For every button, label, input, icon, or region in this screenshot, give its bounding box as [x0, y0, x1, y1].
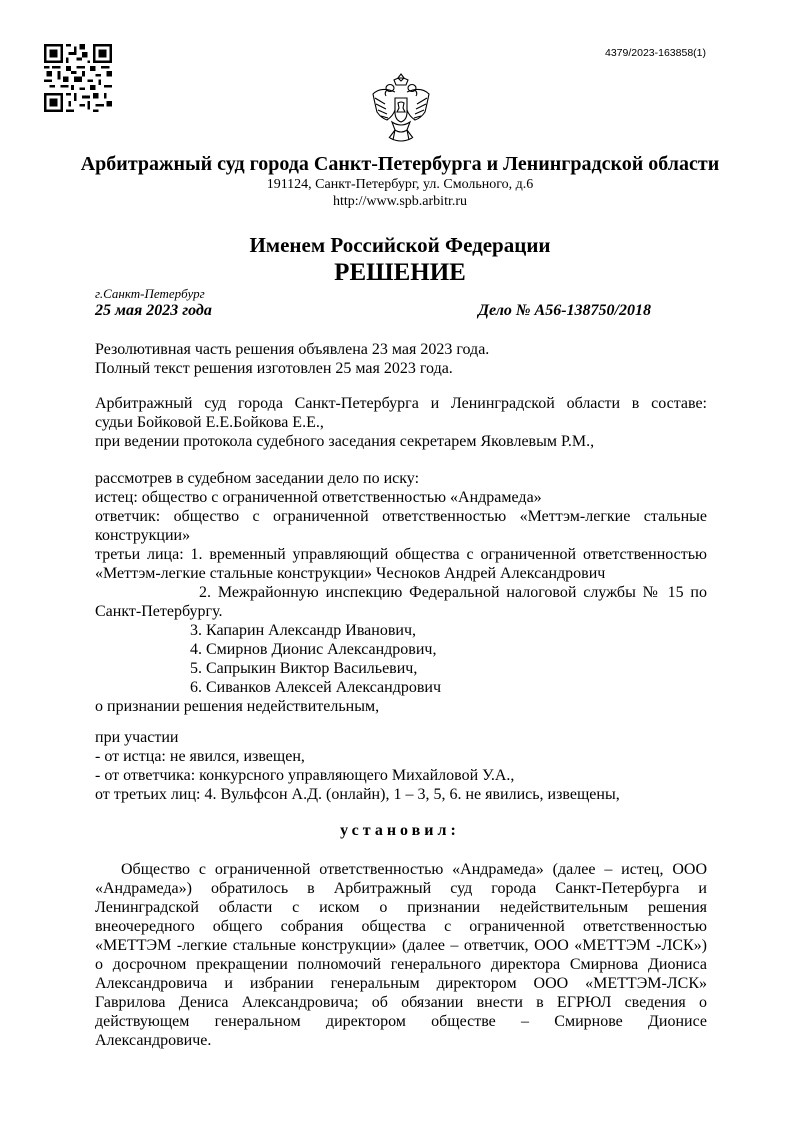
body-line: внеочередного общего собрания общества с ограниченной ответственностью [95, 918, 707, 935]
body-line: «МЕТТЭМ -легкие стальные конструкции» (далее – ответчик, ООО «МЕТТЭМ -ЛСК») [95, 937, 707, 954]
body-line: Гаврилова Дениса Александровича; об обязании внести в ЕГРЮЛ сведения о [95, 994, 707, 1011]
city: г.Санкт-Петербург [95, 286, 205, 301]
document-title: РЕШЕНИЕ [334, 259, 466, 286]
announcement-line: Резолютивная часть решения объявлена 23 мая 2023 года. [95, 341, 490, 358]
body-paragraph [95, 860, 707, 1050]
court-website-link[interactable]: http://www.spb.arbitr.ru [332, 194, 468, 209]
composition-line: Арбитражный суд города Санкт-Петербурга и Ленинградской области в составе: [95, 395, 707, 412]
body-line: о досрочном прекращении полномочий генерального директора Смирнова Диониса [95, 956, 707, 973]
qr-code [44, 44, 112, 112]
composition-block [95, 394, 707, 451]
third-party-line: 4. Смирнов Дионис Александрович, [190, 641, 437, 658]
decision-date: 25 мая 2023 года [95, 302, 212, 319]
established-heading: установил: [340, 822, 460, 839]
subject-line: о признании решения недействительным, [95, 698, 380, 715]
case-number: Дело № А56-138750/2018 [478, 302, 651, 319]
body-line: действующем генеральном директором обществе – Смирнове Дионисе [95, 1013, 707, 1030]
third-party-line: 5. Сапрыкин Виктор Васильевич, [190, 660, 418, 677]
participation-block [95, 728, 707, 804]
court-address: 191124, Санкт-Петербург, ул. Смольного, д.6 [266, 177, 534, 192]
defendant-line-cont: конструкции» [95, 527, 191, 544]
body-line: Ленинградской области с иском о признании недействительным решения [95, 899, 707, 916]
body-line: Александровича и избрании генеральным директором ООО «МЕТТЭМ-ЛСК» [95, 975, 707, 992]
participation-intro: при участии [95, 729, 179, 746]
body-line: Александровиче. [95, 1032, 212, 1049]
participation-plaintiff: - от истца: не явился, извещен, [95, 748, 305, 765]
third-party-line: Санкт-Петербургу. [95, 603, 223, 620]
third-party-line: 2. Межрайонную инспекцию Федеральной налоговой службы № 15 по [199, 584, 707, 601]
considered-line: рассмотрев в судебном заседании дело по иску: [95, 470, 420, 487]
body-line: «Андрамеда») обратилось в Арбитражный суд города Санкт-Петербурга и [95, 880, 707, 897]
participation-third: от третьих лиц: 4. Вульфсон А.Д. (онлайн), 1 – 3, 5, 6. не явились, извещены, [95, 786, 620, 803]
judge-line: судьи Бойковой Е.Е.Бойкова Е.Е., [95, 414, 324, 431]
case-block [95, 469, 707, 716]
third-party-line: «Меттэм-легкие стальные конструкции» Чесноков Андрей Александрович [95, 565, 606, 582]
announcement-line: Полный текст решения изготовлен 25 мая 2023 года. [95, 360, 453, 377]
defendant-line: ответчик: общество с ограниченной ответственностью «Меттэм-легкие стальные [95, 508, 707, 525]
participation-defendant: - от ответчика: конкурсного управляющего Михайловой У.А., [95, 767, 515, 784]
date-and-case-row [95, 302, 651, 322]
body-line: Общество с ограниченной ответственностью «Андрамеда» (далее – истец, ООО [121, 861, 707, 878]
secretary-line: при ведении протокола судебного заседания секретарем Яковлевым Р.М., [95, 433, 595, 450]
announcement-block [95, 340, 707, 378]
third-party-line: третьи лица: 1. временный управляющий общества с ограниченной ответственностью [95, 546, 707, 563]
document-id: 4379/2023-163858(1) [604, 47, 706, 59]
name-of-federation: Именем Российской Федерации [249, 233, 551, 257]
third-party-line: 3. Капарин Александр Иванович, [190, 622, 416, 639]
third-party-line: 6. Сиванков Алексей Александрович [190, 679, 442, 696]
court-name: Арбитражный суд города Санкт-Петербурга и Ленинградской области [80, 153, 720, 175]
coat-of-arms-icon [370, 70, 432, 146]
plaintiff-line: истец: общество с ограниченной ответственностью «Андрамеда» [95, 489, 542, 506]
